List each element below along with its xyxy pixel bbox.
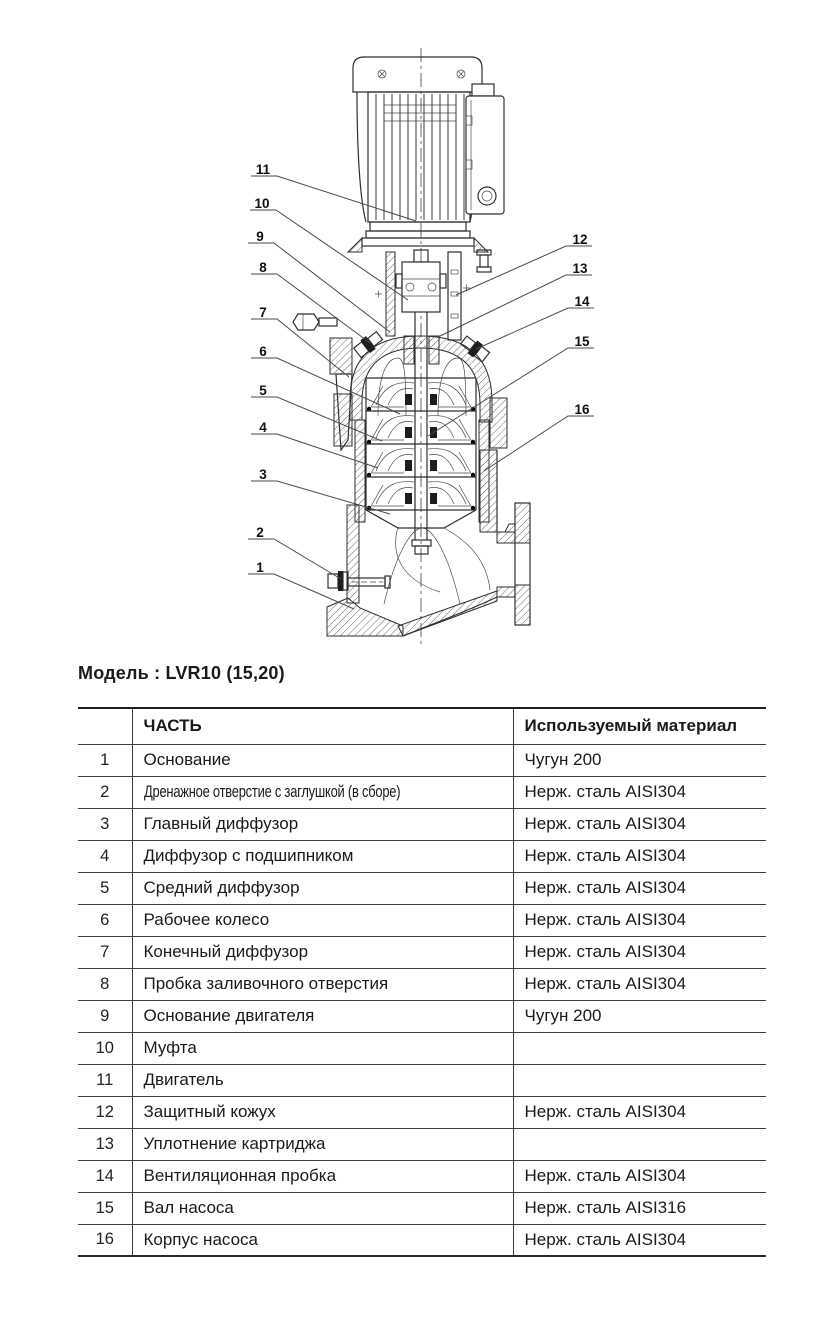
part-number: 11 [78,1064,132,1096]
table-row-6 [78,904,766,936]
motor [353,57,504,238]
part-name: Средний диффузор [143,878,300,897]
motor-fins [376,94,464,220]
part-name: Муфта [143,1038,197,1057]
table-row-2 [78,776,766,808]
callout-1: 1 [256,560,264,575]
part-number: 1 [78,744,132,776]
part-name: Диффузор с подшипником [143,846,354,865]
table-row-5 [78,872,766,904]
callout-12: 12 [572,232,588,247]
part-number: 5 [78,872,132,904]
part-material: Нерж. сталь AISI304 [513,808,766,840]
model-title: Модель : LVR10 (15,20) [78,663,285,683]
part-name-cell [132,904,513,936]
callout-13: 13 [572,261,588,276]
callout-3: 3 [259,467,267,482]
table-row-10 [78,1032,766,1064]
part-name: Вал насоса [143,1198,234,1217]
part-name: Вентиляционная пробка [143,1166,337,1185]
callout-10: 10 [254,196,270,211]
part-material: Нерж. сталь AISI304 [513,904,766,936]
part-material: Нерж. сталь AISI316 [513,1192,766,1224]
table-row-14 [78,1160,766,1192]
callout-5: 5 [259,383,267,398]
part-name: Основание [143,750,231,769]
part-name-cell [132,1160,513,1192]
part-number: 13 [78,1128,132,1160]
part-number: 14 [78,1160,132,1192]
part-number: 12 [78,1096,132,1128]
part-name-cell [132,840,513,872]
part-name-cell [132,1128,513,1160]
table-row-3 [78,808,766,840]
part-name-cell [132,1000,513,1032]
leader-line-8 [251,274,370,343]
part-material: Нерж. сталь AISI304 [513,1224,766,1256]
part-material: Чугун 200 [513,1000,766,1032]
table-row-4 [78,840,766,872]
part-material: Нерж. сталь AISI304 [513,872,766,904]
part-name-cell [132,1032,513,1064]
callout-15: 15 [574,334,590,349]
bolt-small [477,250,491,272]
callout-2: 2 [256,525,264,540]
part-name: Уплотнение картриджа [143,1134,326,1153]
callout-7: 7 [259,305,267,320]
part-number: 7 [78,936,132,968]
discharge-flange [497,450,530,625]
part-name-cell [132,1224,513,1256]
callout-4: 4 [259,420,267,435]
part-number: 15 [78,1192,132,1224]
part-name-cell [132,872,513,904]
table-row-12 [78,1096,766,1128]
leader-line-10 [250,210,408,300]
callout-14: 14 [574,294,590,309]
part-material: Нерж. сталь AISI304 [513,776,766,808]
table-row-13 [78,1128,766,1160]
part-material: Чугун 200 [513,744,766,776]
part-name-cell [132,808,513,840]
callout-6: 6 [259,344,267,359]
part-material: Нерж. сталь AISI304 [513,1160,766,1192]
table-row-7 [78,936,766,968]
table-row-9 [78,1000,766,1032]
part-material [513,1128,766,1160]
header-part: ЧАСТЬ [132,708,513,744]
callout-9: 9 [256,229,264,244]
part-material [513,1064,766,1096]
table-row-11 [78,1064,766,1096]
pump-head [293,314,507,450]
part-number: 2 [78,776,132,808]
part-name-cell [132,776,513,808]
part-name: Конечный диффузор [143,942,309,961]
header-material: Используемый материал [513,708,766,744]
part-number: 6 [78,904,132,936]
table-row-8 [78,968,766,1000]
part-material: Нерж. сталь AISI304 [513,1096,766,1128]
part-name: Главный диффузор [143,814,299,833]
part-number: 9 [78,1000,132,1032]
part-material: Нерж. сталь AISI304 [513,968,766,1000]
impeller-stack [355,378,489,528]
part-name: Корпус насоса [143,1229,258,1249]
table-row-15 [78,1192,766,1224]
part-name: Двигатель [143,1070,224,1089]
part-name-cell [132,744,513,776]
parts-table [78,707,766,1257]
parts-table-body [78,744,766,1256]
header-num [78,708,132,744]
leader-line-6 [251,358,400,414]
part-number: 16 [78,1224,132,1256]
part-name: Защитный кожух [143,1102,276,1121]
part-name-cell [132,936,513,968]
part-name: Пробка заливочного отверстия [143,974,389,993]
part-name-cell [132,1096,513,1128]
part-number: 8 [78,968,132,1000]
part-name-cell [132,1192,513,1224]
part-name: Основание двигателя [143,1006,315,1025]
table-row-1 [78,744,766,776]
part-material: Нерж. сталь AISI304 [513,840,766,872]
part-material: Нерж. сталь AISI304 [513,936,766,968]
part-name: Дренажное отверстие с заглушкой (в сборе) [143,782,400,801]
part-name-cell [132,968,513,1000]
table-row-16 [78,1224,766,1256]
part-name-cell [132,1064,513,1096]
part-name: Рабочее колесо [143,910,270,929]
callout-11: 11 [255,162,271,177]
part-number: 3 [78,808,132,840]
terminal-box [466,84,504,214]
callout-8: 8 [259,260,267,275]
part-number: 10 [78,1032,132,1064]
leader-line-15 [428,348,594,436]
parts-table-header-row [78,708,766,744]
part-material [513,1032,766,1064]
part-number: 4 [78,840,132,872]
leader-line-11 [251,176,416,221]
callout-16: 16 [574,402,590,417]
